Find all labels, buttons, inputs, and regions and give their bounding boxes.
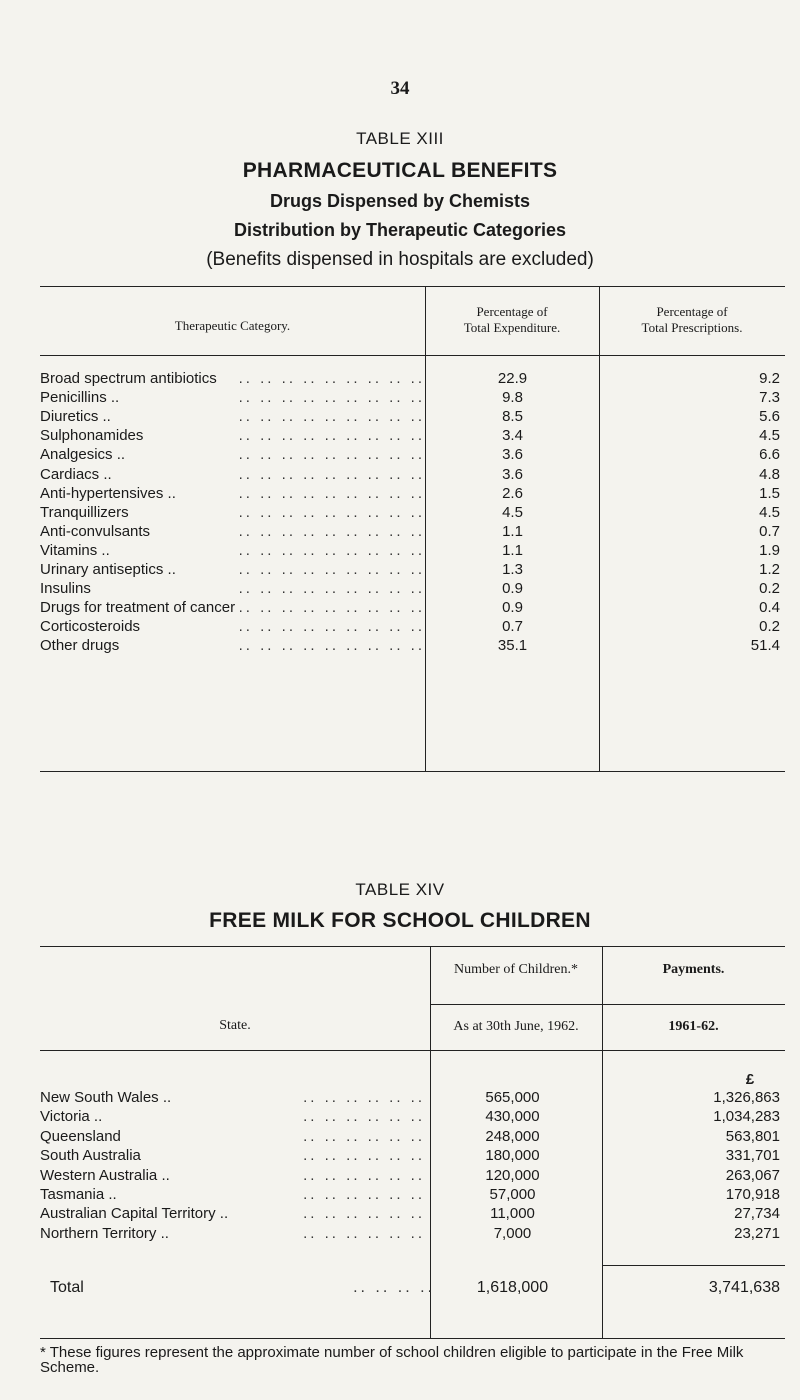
prescriptions-value: 0.4 <box>759 599 780 617</box>
table-row <box>40 1089 780 1108</box>
leader-dots: .. .. .. .. .. .. <box>303 1089 425 1106</box>
prescriptions-value: 4.5 <box>759 503 780 521</box>
table-14-title: FREE MILK FOR SCHOOL CHILDREN <box>209 909 591 932</box>
table-row <box>40 1108 780 1127</box>
total-payments: 3,741,638 <box>708 1279 780 1296</box>
leader-dots: .. .. .. .. .. .. <box>303 1224 425 1242</box>
table-row <box>40 504 780 523</box>
table-13-subtitle-2: Distribution by Therapeutic Categories <box>233 220 567 240</box>
children-value: 248,000 <box>485 1127 540 1145</box>
category-label: Anti-hypertensives .. <box>40 485 180 502</box>
category-label: Diuretics .. <box>40 408 115 425</box>
state-label: Australian Capital Territory .. <box>40 1205 232 1222</box>
payments-value: 263,067 <box>725 1166 780 1184</box>
table-row <box>40 580 780 599</box>
expenditure-value: 22.9 <box>497 370 528 387</box>
category-label: Tranquillizers <box>40 504 133 521</box>
leader-dots: .. .. .. .. .. .. <box>303 1205 425 1223</box>
prescriptions-value: 0.2 <box>759 618 780 636</box>
expenditure-value: 2.6 <box>502 484 523 502</box>
children-value: 120,000 <box>485 1166 540 1184</box>
expenditure-value: 1.1 <box>502 541 523 559</box>
table-row <box>40 523 780 542</box>
table-row <box>40 370 780 389</box>
leader-dots: .. .. .. .. .. .. <box>303 1147 425 1165</box>
state-label: Tasmania .. <box>40 1186 121 1203</box>
table-row <box>40 485 780 504</box>
expenditure-value: 9.8 <box>502 389 523 407</box>
state-label: South Australia <box>40 1147 145 1164</box>
total-children: 1,618,000 <box>476 1279 549 1296</box>
leader-dots: .. .. .. .. .. .. <box>303 1166 425 1184</box>
leader-dots: .. .. .. .. .. .. .. .. .. <box>238 503 425 521</box>
table-row <box>40 637 780 656</box>
table-row <box>40 618 780 637</box>
prescriptions-value: 1.2 <box>759 561 780 578</box>
table-14-top-rule <box>40 946 785 947</box>
table-row <box>40 1167 780 1186</box>
payments-value: 23,271 <box>734 1224 780 1242</box>
table-row <box>40 446 780 465</box>
table-14-header-rule <box>40 1050 785 1051</box>
prescriptions-value: 7.3 <box>759 389 780 407</box>
expenditure-value: 8.5 <box>502 408 523 426</box>
table-row <box>40 1147 780 1166</box>
children-value: 430,000 <box>485 1108 540 1126</box>
leader-dots: .. .. .. .. .. .. .. .. .. <box>238 618 425 636</box>
table-13-bottom-rule <box>40 771 785 772</box>
leader-dots: .. .. .. .. .. .. .. .. .. <box>238 541 425 559</box>
table-13-label: TABLE XIII <box>356 129 444 148</box>
leader-dots: .. .. .. .. .. .. .. .. .. <box>238 389 425 407</box>
table-14-header-children: Number of Children.* <box>453 962 579 977</box>
payments-value: 563,801 <box>725 1127 780 1145</box>
payments-value: 331,701 <box>725 1147 780 1165</box>
state-label: Western Australia .. <box>40 1167 174 1184</box>
table-14-bottom-rule <box>40 1338 785 1339</box>
leader-dots: .. .. .. .. .. .. .. .. .. <box>238 446 425 464</box>
payments-value: 27,734 <box>734 1205 780 1223</box>
category-label: Drugs for treatment of cancer <box>40 599 239 616</box>
leader-dots: .. .. .. .. .. .. .. .. .. <box>238 637 425 655</box>
expenditure-value: 1.3 <box>502 561 523 578</box>
category-label: Corticosteroids <box>40 618 144 635</box>
state-label: Queensland <box>40 1128 125 1145</box>
leader-dots: .. .. .. .. .. .. <box>303 1127 425 1145</box>
expenditure-value: 4.5 <box>502 503 523 521</box>
currency-symbol: £ <box>745 1071 755 1088</box>
category-label: Other drugs <box>40 637 123 654</box>
leader-dots: .. .. .. .. .. .. .. .. .. <box>238 522 425 540</box>
leader-dots: .. .. .. .. .. .. <box>303 1108 425 1126</box>
leader-dots: .. .. .. .. .. .. .. .. .. <box>238 370 425 387</box>
table-14-label: TABLE XIV <box>355 880 445 899</box>
table-row <box>40 1128 780 1147</box>
table-14-total-rule <box>602 1265 785 1266</box>
expenditure-value: 35.1 <box>497 637 528 655</box>
children-value: 565,000 <box>485 1089 540 1106</box>
table-row <box>40 466 780 485</box>
footnote: * These figures represent the approximate number of school children eligible to participate in the Free Milk Scheme. <box>40 1344 744 1376</box>
prescriptions-value: 5.6 <box>759 408 780 426</box>
table-13-title: PHARMACEUTICAL BENEFITS <box>242 159 558 182</box>
expenditure-value: 0.9 <box>502 580 523 598</box>
children-value: 11,000 <box>490 1205 535 1223</box>
category-label: Insulins <box>40 580 95 597</box>
payments-value: 1,034,283 <box>713 1108 780 1126</box>
expenditure-value: 0.9 <box>502 599 523 617</box>
leader-dots: .. .. .. .. .. .. <box>303 1186 425 1203</box>
table-13-note: (Benefits dispensed in hospitals are excluded) <box>206 249 594 270</box>
prescriptions-value: 1.9 <box>759 541 780 559</box>
table-14-subheader-rule <box>430 1004 785 1005</box>
table-13-subtitle-1: Drugs Dispensed by Chemists <box>269 191 531 211</box>
category-label: Vitamins .. <box>40 542 114 559</box>
prescriptions-value: 0.2 <box>759 580 780 598</box>
payments-value: 170,918 <box>725 1186 780 1203</box>
table-14-header-payments: Payments. <box>662 962 725 977</box>
category-label: Urinary antiseptics .. <box>40 561 180 578</box>
leader-dots: .. .. .. .. .. .. .. .. .. <box>238 465 425 483</box>
leader-dots: .. .. .. .. .. .. .. .. .. <box>238 580 425 598</box>
category-label: Analgesics .. <box>40 446 129 463</box>
leader-dots: .. .. .. .. .. .. .. .. .. <box>238 599 425 617</box>
table-row <box>40 408 780 427</box>
state-label: Victoria .. <box>40 1108 106 1125</box>
children-value: 180,000 <box>485 1147 540 1165</box>
table-row <box>40 427 780 446</box>
expenditure-value: 1.1 <box>502 522 523 540</box>
table-row <box>40 599 780 618</box>
expenditure-value: 3.6 <box>502 446 523 464</box>
children-value: 7,000 <box>493 1224 532 1242</box>
table-14-total-row: Total .. .. .. .. 1,618,000 3,741,638 <box>50 1279 780 1296</box>
prescriptions-value: 51.4 <box>750 637 780 655</box>
table-14-header-payments-sub: 1961-62. <box>668 1019 719 1034</box>
category-label: Broad spectrum antibiotics <box>40 370 221 387</box>
prescriptions-value: 4.5 <box>759 427 780 445</box>
table-row <box>40 1205 780 1224</box>
table-13-top-rule <box>40 286 785 287</box>
expenditure-value: 3.6 <box>502 465 523 483</box>
prescriptions-value: 6.6 <box>759 446 780 464</box>
total-label: Total <box>50 1279 88 1296</box>
table-row <box>40 542 780 561</box>
prescriptions-value: 4.8 <box>759 465 780 483</box>
table-row <box>40 1186 780 1205</box>
payments-value: 1,326,863 <box>713 1089 780 1106</box>
table-14-header-children-sub: As at 30th June, 1962. <box>453 1019 579 1034</box>
prescriptions-value: 9.2 <box>759 370 780 387</box>
table-13-header-expenditure: Percentage of Total Expenditure. <box>463 304 561 335</box>
prescriptions-value: 1.5 <box>759 484 780 502</box>
expenditure-value: 0.7 <box>502 618 523 636</box>
prescriptions-value: 0.7 <box>759 522 780 540</box>
table-row <box>40 389 780 408</box>
state-label: New South Wales .. <box>40 1089 175 1106</box>
table-14-header-state: State. <box>219 1018 251 1033</box>
children-value: 57,000 <box>489 1186 536 1203</box>
page-number: 34 <box>390 78 410 99</box>
leader-dots: .. .. .. .. .. .. .. .. .. <box>238 484 425 502</box>
table-row <box>40 1225 780 1244</box>
leader-dots: .. .. .. .. .. .. .. .. .. <box>238 408 425 426</box>
expenditure-value: 3.4 <box>502 427 523 445</box>
leader-dots: .. .. .. .. .. .. .. .. .. <box>238 561 425 578</box>
category-label: Anti-convulsants <box>40 523 154 540</box>
table-13-header-category: Therapeutic Category. <box>174 318 291 333</box>
category-label: Penicillins .. <box>40 389 123 406</box>
table-13-header-rule <box>40 355 785 356</box>
category-label: Cardiacs .. <box>40 466 116 483</box>
table-13-header-prescriptions: Percentage of Total Prescriptions. <box>641 304 743 335</box>
table-row <box>40 561 780 580</box>
category-label: Sulphonamides <box>40 427 147 444</box>
state-label: Northern Territory .. <box>40 1225 173 1242</box>
leader-dots: .. .. .. .. .. .. .. .. .. <box>238 427 425 445</box>
